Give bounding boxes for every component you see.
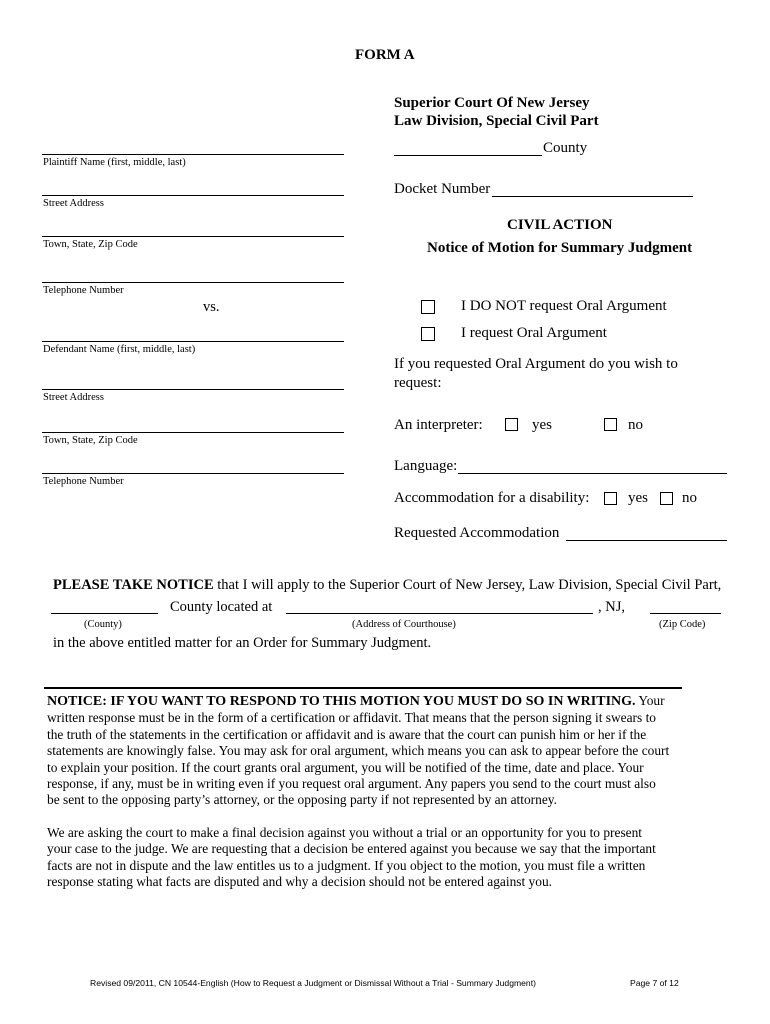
- plaintiff-town-input[interactable]: [42, 236, 344, 237]
- defendant-phone-input[interactable]: [42, 473, 344, 474]
- response-notice-line: to explain your position. If the court grants oral argument, you will be notified of the time, date and place. Your: [47, 759, 644, 775]
- oral-argument-question-cont: request:: [394, 375, 442, 391]
- notice-statement: [53, 577, 721, 594]
- interpreter-no-label: no: [628, 417, 643, 433]
- plaintiff-street-input[interactable]: [42, 195, 344, 196]
- response-notice-heading: NOTICE: IF YOU WANT TO RESPOND TO THIS MOTION YOU MUST DO SO IN WRITING.: [47, 694, 636, 709]
- docket-number-input[interactable]: [492, 196, 693, 197]
- interpreter-yes-label: yes: [532, 417, 552, 433]
- plaintiff-name-label: Plaintiff Name (first, middle, last): [43, 157, 186, 168]
- defendant-phone-label: Telephone Number: [43, 476, 124, 487]
- response-notice-line: be sent to the opposing party’s attorney, or the opposing party if not represented by an attorney.: [47, 792, 557, 808]
- motion-title: Notice of Motion for Summary Judgment: [427, 240, 693, 256]
- county-caption: (County): [84, 619, 122, 630]
- oral-argument-checkbox[interactable]: [421, 327, 435, 341]
- explanation-line: facts are not in dispute and the law entitles us to a judgment. If you object to the motion, you must file a written: [47, 857, 646, 873]
- accommodation-yes-label: yes: [628, 490, 648, 506]
- page-number: Page 7 of 12: [630, 978, 679, 988]
- response-notice-line: statements are knowingly false. You may ask for oral argument, which means you can ask to appear before the court: [47, 743, 670, 759]
- requested-accommodation-label: Requested Accommodation: [394, 525, 560, 541]
- county-input[interactable]: [394, 155, 542, 156]
- interpreter-label: An interpreter:: [394, 417, 483, 433]
- plaintiff-town-label: Town, State, Zip Code: [43, 239, 138, 250]
- accommodation-no-label: no: [682, 490, 697, 506]
- language-input[interactable]: [458, 473, 727, 474]
- defendant-street-input[interactable]: [42, 389, 344, 390]
- no-oral-argument-checkbox[interactable]: [421, 300, 435, 314]
- response-notice: [47, 693, 681, 809]
- county-label: County: [543, 140, 588, 156]
- accommodation-label: Accommodation for a disability:: [394, 490, 590, 506]
- response-notice-heading-tail: Your: [635, 693, 665, 708]
- docket-number-label: Docket Number: [394, 181, 491, 197]
- defendant-name-input[interactable]: [42, 341, 344, 342]
- zip-code-input[interactable]: [650, 613, 721, 614]
- notice-divider: [44, 687, 682, 689]
- court-division: Law Division, Special Civil Part: [394, 113, 599, 129]
- versus-label: vs.: [203, 299, 220, 315]
- explanation-line: your case to the judge. We are requesting that a decision be entered against you because we say that the important: [47, 841, 656, 857]
- civil-action-heading: CIVIL ACTION: [507, 217, 613, 233]
- zip-caption: (Zip Code): [659, 619, 706, 630]
- response-notice-line: response, if any, must be in writing even if you request oral argument. Any papers you send to the court must also: [47, 776, 656, 792]
- county-located-label: County located at: [170, 599, 273, 615]
- notice-county-input[interactable]: [51, 613, 158, 614]
- courthouse-caption: (Address of Courthouse): [352, 619, 456, 630]
- courthouse-address-input[interactable]: [286, 613, 593, 614]
- nj-label: , NJ,: [598, 599, 625, 615]
- defendant-town-label: Town, State, Zip Code: [43, 435, 138, 446]
- response-notice-line: the truth of the statements in the certification or affidavit and is aware that the court can punish him or her if the: [47, 726, 647, 742]
- plaintiff-street-label: Street Address: [43, 198, 104, 209]
- defendant-name-label: Defendant Name (first, middle, last): [43, 344, 196, 355]
- requested-accommodation-input[interactable]: [566, 540, 727, 541]
- oral-argument-label: I request Oral Argument: [461, 325, 607, 341]
- response-notice-line: written response must be in the form of a certification or affidavit. That means that the person signing it swears to: [47, 710, 656, 726]
- language-label: Language:: [394, 458, 458, 474]
- accommodation-no-checkbox[interactable]: [660, 492, 673, 505]
- accommodation-yes-checkbox[interactable]: [604, 492, 617, 505]
- interpreter-yes-checkbox[interactable]: [505, 418, 518, 431]
- summary-judgment-explanation: [47, 825, 681, 891]
- defendant-street-label: Street Address: [43, 392, 104, 403]
- explanation-line: We are asking the court to make a final decision against you without a trial or an opportunity for you to present: [47, 825, 643, 840]
- notice-closing: in the above entitled matter for an Order for Summary Judgment.: [53, 635, 432, 651]
- response-notice-first-line: [47, 693, 681, 710]
- notice-statement-lead: PLEASE TAKE NOTICE: [53, 577, 214, 593]
- explanation-line: response stating what facts are disputed and why a decision should not be entered against you.: [47, 874, 552, 890]
- interpreter-no-checkbox[interactable]: [604, 418, 617, 431]
- plaintiff-phone-input[interactable]: [42, 282, 344, 283]
- defendant-town-input[interactable]: [42, 432, 344, 433]
- court-name: Superior Court Of New Jersey: [394, 95, 590, 111]
- notice-statement-rest: that I will apply to the Superior Court of New Jersey, Law Division, Special Civil Part,: [213, 577, 722, 593]
- plaintiff-phone-label: Telephone Number: [43, 285, 124, 296]
- oral-argument-question: If you requested Oral Argument do you wish to: [394, 356, 678, 372]
- form-title: FORM A: [355, 47, 415, 63]
- footer-revision: Revised 09/2011, CN 10544-English (How to Request a Judgment or Dismissal Without a Trial - Summary Judgment): [90, 978, 536, 988]
- plaintiff-name-input[interactable]: [42, 154, 344, 155]
- no-oral-argument-label: I DO NOT request Oral Argument: [461, 298, 667, 314]
